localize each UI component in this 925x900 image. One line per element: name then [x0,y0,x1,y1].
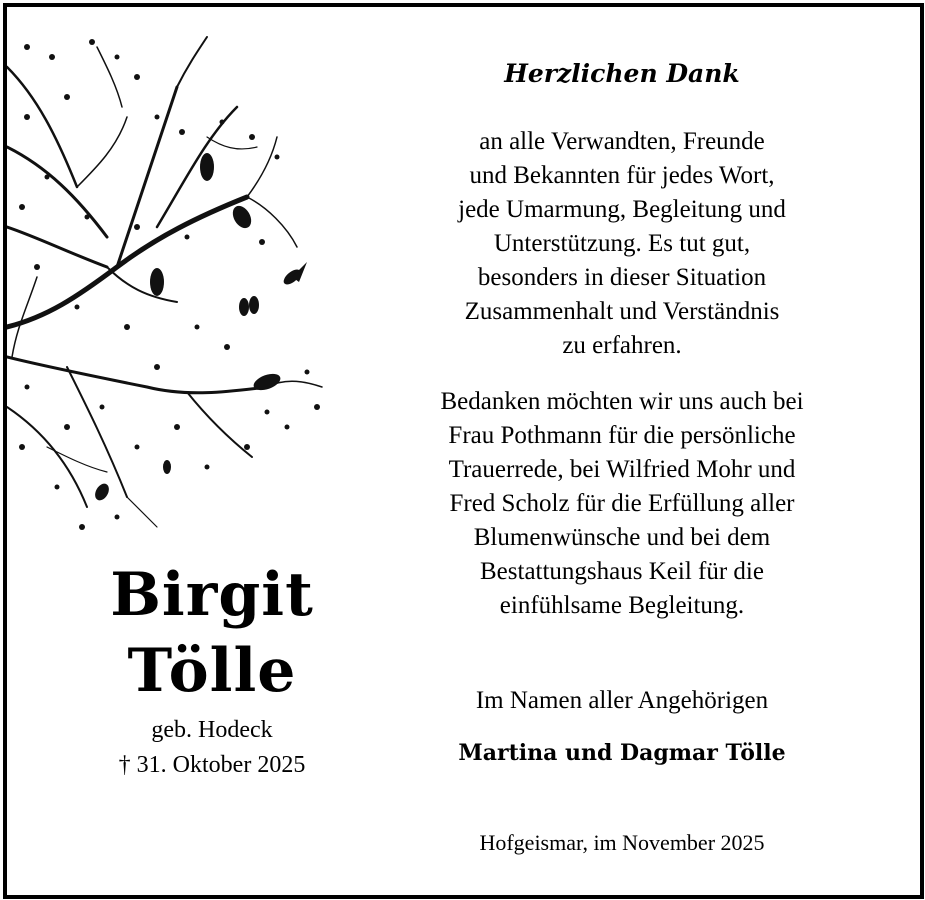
text-line: zu erfahren. [562,332,682,359]
text-line: besonders in dieser Situation [477,264,767,291]
signoff: Im Namen aller Angehörigen [475,687,769,714]
paragraph-acknowledgements [367,385,877,623]
text-line: Bedanken möchten wir uns auch bei [440,388,804,415]
deceased-block [47,557,377,783]
signers: Martina und Dagmar Tölle [458,740,786,766]
maiden-name: geb. Hodeck [151,717,273,743]
death-date: † 31. Oktober 2025 [118,752,306,778]
text-line: Blumenwünsche und bei dem [473,524,771,551]
obituary-frame [3,3,924,899]
message-heading: Herzlichen Dank [504,59,740,88]
text-line: an alle Verwandten, Freunde [479,128,765,155]
paragraph-thanks [367,125,877,363]
last-name: Tölle [127,636,297,706]
tree-with-birds-icon [7,27,337,537]
text-line: Trauerrede, bei Wilfried Mohr und [448,456,796,483]
text-line: Fred Scholz für die Erfüllung aller [449,490,795,517]
text-line: Bestattungshaus Keil für die [480,558,764,585]
text-line: Unterstützung. Es tut gut, [493,230,751,257]
text-line: jede Umarmung, Begleitung und [458,196,786,223]
text-line: Zusammenhalt und Verständnis [464,298,780,325]
text-line: einfühlsame Begleitung. [499,592,745,619]
text-line: Frau Pothmann für die persönliche [448,422,796,449]
text-line: und Bekannten für jedes Wort, [469,162,775,189]
place-date: Hofgeismar, im November 2025 [479,830,765,855]
first-name: Birgit [110,560,314,630]
